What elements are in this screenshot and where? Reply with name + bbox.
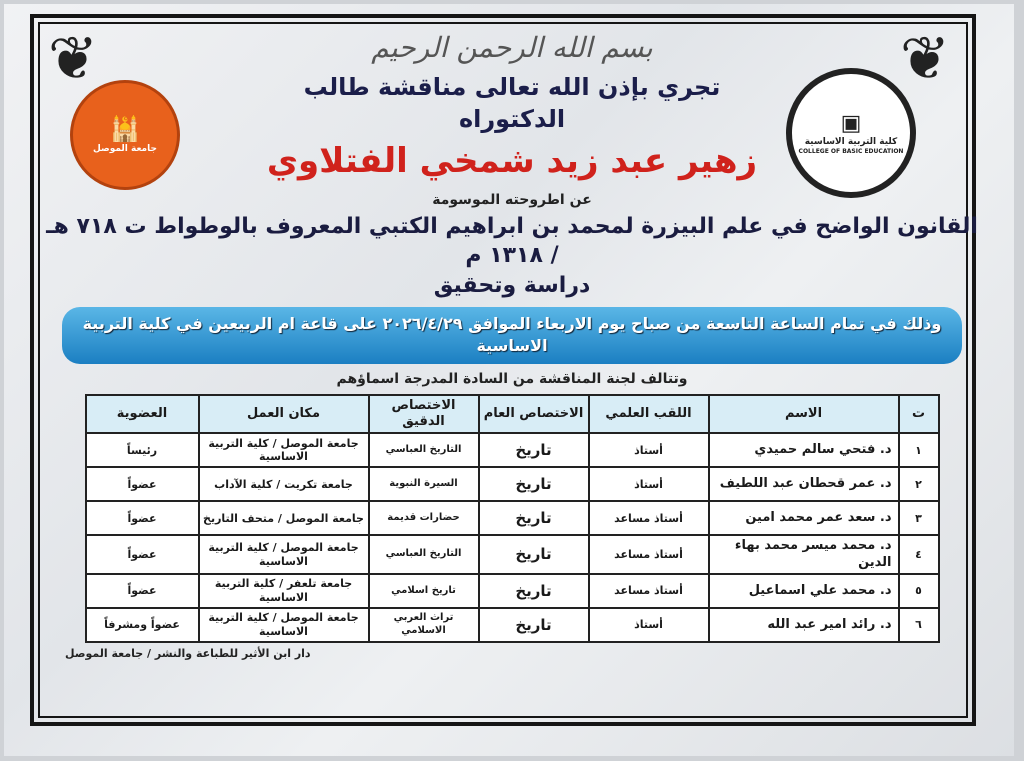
general-specialty: تاريخ	[479, 433, 589, 467]
membership: عضواً	[86, 501, 199, 535]
membership: عضواً	[86, 535, 199, 574]
general-specialty: تاريخ	[479, 535, 589, 574]
basmala: بسم الله الرحمن الرحيم	[371, 31, 653, 64]
general-specialty: تاريخ	[479, 608, 589, 642]
banner-content	[45, 30, 979, 661]
col-header: اللقب العلمي	[589, 395, 709, 434]
student-name: زهير عبد زيد شمخي الفتلاوي	[266, 140, 758, 181]
workplace: جامعة الموصل / كلية التربية الاساسية	[199, 433, 369, 467]
corner-ornament-icon: ❦	[899, 24, 951, 94]
col-header: الاختصاص الدقيق	[369, 395, 479, 434]
logo-text: جامعة الموصل	[93, 144, 157, 154]
college-logo: ▣ كلية التربية الاساسية COLLEGE OF BASIC EDUCATION	[786, 68, 916, 198]
table-row	[86, 535, 939, 574]
logo-text-ar: كلية التربية الاساسية	[804, 137, 898, 148]
general-specialty: تاريخ	[479, 574, 589, 608]
col-header: العضوية	[86, 395, 199, 434]
member-name: د. فتحي سالم حميدي	[709, 433, 899, 467]
workplace: جامعة الموصل / كلية التربية الاساسية	[199, 608, 369, 642]
specific-specialty: السيرة النبوية	[369, 467, 479, 501]
member-name: د. سعد عمر محمد امين	[709, 501, 899, 535]
member-name: د. محمد ميسر محمد بهاء الدين	[709, 535, 899, 574]
membership: عضواً	[86, 467, 199, 501]
row-number: ٣	[899, 501, 939, 535]
committee-intro: وتتالف لجنة المناقشة من السادة المدرجة اسماؤهم	[336, 370, 688, 387]
specific-specialty: التاريخ العباسي	[369, 535, 479, 574]
thesis-title: القانون الواضح في علم البيزرة لمحمد بن ابراهيم الكتبي المعروف بالوطواط ت ٧١٨ هـ / ١٣١٨ م	[46, 214, 978, 268]
row-number: ١	[899, 433, 939, 467]
table-row	[86, 574, 939, 608]
table-row	[86, 501, 939, 535]
col-header: الاختصاص العام	[479, 395, 589, 434]
workplace: جامعة تلعفر / كلية التربية الاساسية	[199, 574, 369, 608]
table-row	[86, 467, 939, 501]
thesis-intro: عن اطروحته الموسومة	[432, 191, 592, 208]
membership: رئيساً	[86, 433, 199, 467]
workplace: جامعة الموصل / متحف التاريخ	[199, 501, 369, 535]
table-header-row	[86, 395, 939, 434]
row-number: ٤	[899, 535, 939, 574]
col-header: ت	[899, 395, 939, 434]
table-row	[86, 433, 939, 467]
academic-title: أستاذ	[589, 433, 709, 467]
committee-table	[85, 394, 940, 643]
specific-specialty: تراث العربي الاسلامي	[369, 608, 479, 642]
specific-specialty: حضارات قديمة	[369, 501, 479, 535]
schedule-band: وذلك في تمام الساعة التاسعة من صباح يوم الاربعاء الموافق ٢٠٢٦/٤/٢٩ على قاعة ام الربيعين في كلية التربية الاساسية	[62, 307, 962, 364]
academic-title: أستاذ	[589, 467, 709, 501]
row-number: ٦	[899, 608, 939, 642]
member-name: د. رائد امير عبد الله	[709, 608, 899, 642]
academic-title: أستاذ مساعد	[589, 535, 709, 574]
specific-specialty: تاريخ اسلامي	[369, 574, 479, 608]
announcement: تجري بإذن الله تعالى مناقشة طالب الدكتوراه	[303, 73, 721, 133]
workplace: جامعة الموصل / كلية التربية الاساسية	[199, 535, 369, 574]
row-number: ٢	[899, 467, 939, 501]
membership: عضواً	[86, 574, 199, 608]
col-header: مكان العمل	[199, 395, 369, 434]
member-name: د. عمر قحطان عبد اللطيف	[709, 467, 899, 501]
university-logo: 🕌 جامعة الموصل	[70, 80, 180, 190]
printer-credit: دار ابن الأثير للطباعة والنشر / جامعة الموصل	[65, 646, 311, 660]
table-row	[86, 608, 939, 642]
col-header: الاسم	[709, 395, 899, 434]
member-name: د. محمد علي اسماعيل	[709, 574, 899, 608]
workplace: جامعة تكريت / كلية الآداب	[199, 467, 369, 501]
specific-specialty: التاريخ العباسي	[369, 433, 479, 467]
academic-title: أستاذ	[589, 608, 709, 642]
academic-title: أستاذ مساعد	[589, 574, 709, 608]
row-number: ٥	[899, 574, 939, 608]
thesis-subtitle: دراسة وتحقيق	[433, 273, 591, 299]
membership: عضواً ومشرفاً	[86, 608, 199, 642]
logo-text-en: COLLEGE OF BASIC EDUCATION	[798, 148, 904, 155]
corner-ornament-icon: ❦	[47, 24, 99, 94]
academic-title: أستاذ مساعد	[589, 501, 709, 535]
general-specialty: تاريخ	[479, 467, 589, 501]
general-specialty: تاريخ	[479, 501, 589, 535]
